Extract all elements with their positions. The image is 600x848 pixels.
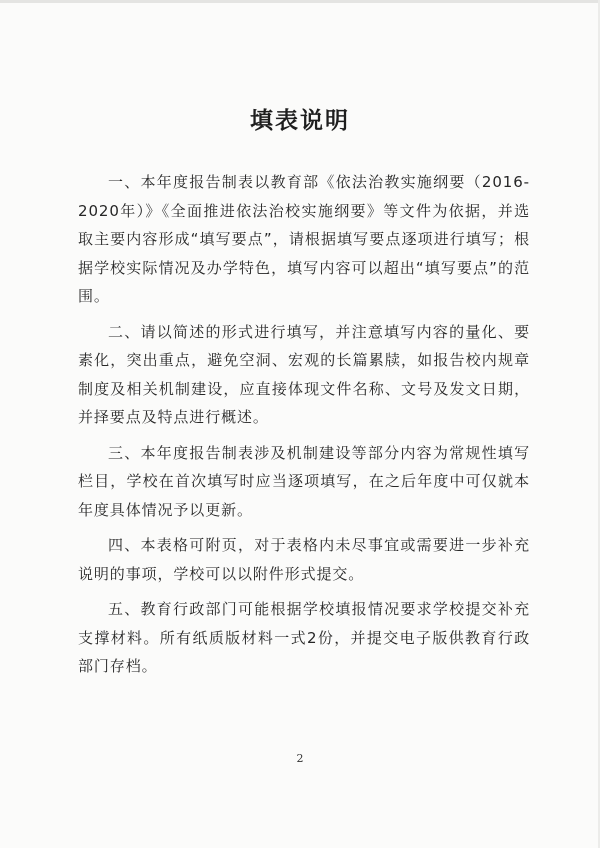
instruction-paragraph-5: 五、教育行政部门可能根据学校填报情况要求学校提交补充支撑材料。所有纸质版材料一式2份，并提交电子版供教育行政部门存档。 bbox=[78, 600, 530, 675]
scan-edge-top bbox=[0, 0, 600, 3]
instruction-paragraph-2: 二、请以简述的形式进行填写，并注意填写内容的量化、要素化，突出重点，避免空洞、宏观的长篇累牍，如报告校内规章制度及相关机制建设，应直接体现文件名称、文号及发文日期，并择要点及特点进行概述。 bbox=[78, 322, 530, 426]
instructions-body bbox=[78, 168, 530, 688]
instruction-paragraph-3: 三、本年度报告制表涉及机制建设等部分内容为常规性填写栏目，学校在首次填写时应当逐项填写，在之后年度中可仅就本年度具体情况予以更新。 bbox=[78, 443, 530, 519]
page-number: 2 bbox=[296, 752, 304, 765]
instruction-paragraph-1: 一、本年度报告制表以教育部《依法治教实施纲要（2016-2020年）》《全面推进依法治校实施纲要》等文件为依据，并选取主要内容形成“填写要点”，请根据填写要点逐项进行填写；根据学校实际情况及办学特色，填写内容可以超出“填写要点”的范围。 bbox=[78, 173, 530, 305]
page-title: 填表说明 bbox=[250, 108, 350, 134]
instruction-paragraph-4: 四、本表格可附页，对于表格内未尽事宜或需要进一步补充说明的事项，学校可以以附件形式提交。 bbox=[78, 536, 530, 583]
